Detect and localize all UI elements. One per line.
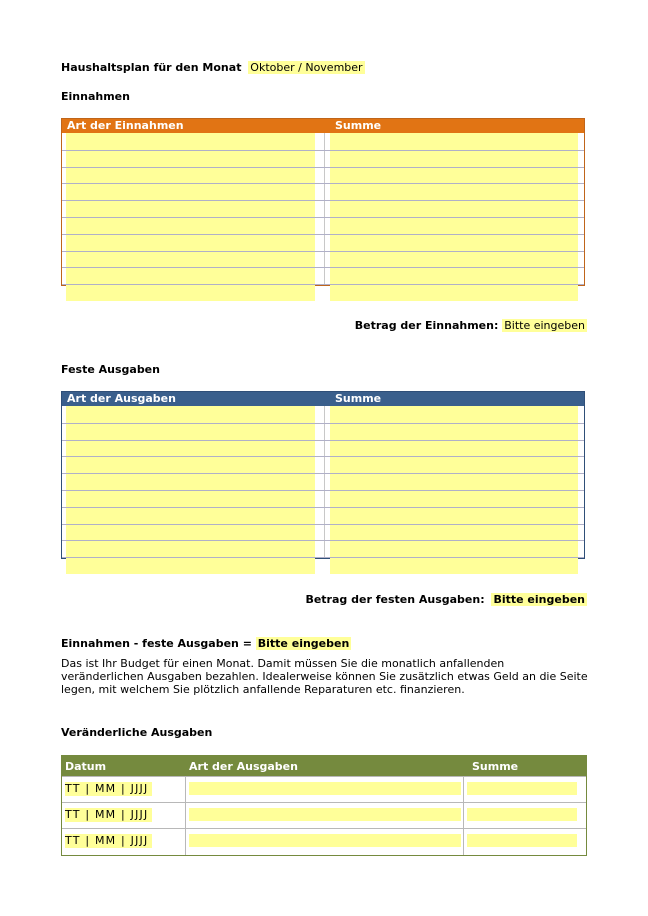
income-heading: Einnahmen (61, 90, 130, 103)
variable-col-date: Datum (65, 760, 107, 773)
sum-input-cell[interactable] (330, 167, 578, 184)
row-divider (62, 183, 584, 184)
sum-input-cell[interactable] (330, 540, 578, 557)
row-divider (62, 251, 584, 252)
type-input-cell[interactable] (66, 507, 315, 524)
type-input-cell[interactable] (66, 251, 315, 268)
variable-col-type: Art der Ausgaben (189, 760, 298, 773)
income-table (61, 118, 585, 286)
row-divider (62, 557, 584, 558)
sum-input-cell[interactable] (467, 782, 577, 795)
type-input-cell[interactable] (66, 167, 315, 184)
table-row (62, 473, 584, 490)
type-input-cell[interactable] (189, 834, 461, 847)
fixed-total-label: Betrag der festen Ausgaben: (305, 593, 485, 606)
date-field[interactable]: TT | MM | JJJJ (65, 782, 152, 796)
sum-input-cell[interactable] (467, 808, 577, 821)
month-field[interactable]: Oktober / November (250, 61, 363, 74)
type-input-cell[interactable] (66, 557, 315, 574)
type-input-cell[interactable] (66, 524, 315, 541)
sum-input-cell[interactable] (330, 183, 578, 200)
sum-input-cell[interactable] (330, 524, 578, 541)
type-input-cell[interactable] (189, 808, 461, 821)
table-row (62, 183, 584, 200)
budget-text (61, 657, 601, 696)
table-row (62, 217, 584, 234)
type-input-cell[interactable] (66, 423, 315, 440)
fixed-col-type: Art der Ausgaben (67, 392, 176, 405)
budget-text-line: legen, mit welchem Sie plötzlich anfallende Reparaturen etc. finanzieren. (61, 683, 465, 696)
sum-input-cell[interactable] (330, 440, 578, 457)
row-divider (62, 284, 584, 285)
income-total-field[interactable]: Bitte eingeben (504, 319, 585, 332)
income-total-label: Betrag der Einnahmen: (354, 319, 499, 332)
row-divider (62, 456, 584, 457)
row-divider (62, 490, 584, 491)
income-table-body (62, 133, 584, 285)
date-field[interactable]: TT | MM | JJJJ (65, 808, 152, 822)
row-divider (62, 200, 584, 201)
sum-input-cell[interactable] (330, 284, 578, 301)
variable-heading: Veränderliche Ausgaben (61, 726, 213, 739)
budget-text-line: Das ist Ihr Budget für einen Monat. Damit müssen Sie die monatlich anfallenden (61, 657, 505, 670)
fixed-heading: Feste Ausgaben (61, 363, 160, 376)
table-row (62, 507, 584, 524)
date-field[interactable]: TT | MM | JJJJ (65, 834, 152, 848)
fixed-total-field[interactable]: Bitte eingeben (493, 593, 585, 606)
sum-input-cell[interactable] (330, 200, 578, 217)
budget-text-line: veränderlichen Ausgaben bezahlen. Idealerweise können Sie zusätzlich etwas Geld an die Seite (61, 670, 588, 683)
sum-input-cell[interactable] (330, 251, 578, 268)
table-row (62, 284, 584, 301)
title-label: Haushaltsplan für den Monat (61, 61, 242, 74)
row-divider (62, 507, 584, 508)
variable-col-sum: Summe (472, 760, 519, 773)
budget-field[interactable]: Bitte eingeben (257, 637, 350, 650)
sum-input-cell[interactable] (330, 423, 578, 440)
income-col-sum: Summe (335, 119, 382, 132)
table-row (62, 776, 586, 803)
page-title (61, 61, 365, 75)
sum-input-cell[interactable] (330, 557, 578, 574)
income-table-header (62, 119, 584, 133)
fixed-col-sum: Summe (335, 392, 382, 405)
type-input-cell[interactable] (66, 267, 315, 284)
table-row (62, 540, 584, 557)
table-row (62, 251, 584, 268)
row-divider (62, 150, 584, 151)
sum-input-cell[interactable] (330, 234, 578, 251)
type-input-cell[interactable] (66, 473, 315, 490)
type-input-cell[interactable] (66, 200, 315, 217)
table-row (62, 456, 584, 473)
row-divider (62, 524, 584, 525)
variable-table (61, 755, 587, 856)
variable-table-header (62, 756, 586, 776)
row-divider (62, 217, 584, 218)
table-row (62, 423, 584, 440)
sum-input-cell[interactable] (330, 456, 578, 473)
table-row (62, 524, 584, 541)
type-input-cell[interactable] (66, 540, 315, 557)
row-divider (62, 423, 584, 424)
table-row (62, 133, 584, 150)
row-divider (62, 267, 584, 268)
budget-formula-label: Einnahmen - feste Ausgaben = (61, 637, 252, 650)
fixed-table-header (62, 392, 584, 406)
sum-input-cell[interactable] (330, 267, 578, 284)
type-input-cell[interactable] (66, 406, 315, 423)
type-input-cell[interactable] (66, 440, 315, 457)
fixed-total (305, 593, 587, 607)
type-input-cell[interactable] (66, 490, 315, 507)
type-input-cell[interactable] (66, 133, 315, 150)
fixed-table-body (62, 406, 584, 558)
row-divider (62, 540, 584, 541)
sum-input-cell[interactable] (330, 150, 578, 167)
table-row (62, 150, 584, 167)
row-divider (62, 167, 584, 168)
fixed-table (61, 391, 585, 559)
table-row (62, 490, 584, 507)
sum-input-cell[interactable] (330, 473, 578, 490)
sum-input-cell[interactable] (330, 217, 578, 234)
type-input-cell[interactable] (66, 183, 315, 200)
income-col-type: Art der Einnahmen (67, 119, 184, 132)
type-input-cell[interactable] (66, 456, 315, 473)
budget-formula (61, 637, 351, 651)
type-input-cell[interactable] (66, 284, 315, 301)
table-row (62, 167, 584, 184)
table-row (62, 440, 584, 457)
type-input-cell[interactable] (66, 150, 315, 167)
type-input-cell[interactable] (189, 782, 461, 795)
table-row (62, 200, 584, 217)
sum-input-cell[interactable] (467, 834, 577, 847)
sum-input-cell[interactable] (330, 406, 578, 423)
table-row (62, 557, 584, 574)
table-row (62, 234, 584, 251)
sum-input-cell[interactable] (330, 507, 578, 524)
income-total (355, 319, 587, 333)
table-row (62, 802, 586, 829)
sum-input-cell[interactable] (330, 490, 578, 507)
row-divider (62, 440, 584, 441)
type-input-cell[interactable] (66, 234, 315, 251)
sum-input-cell[interactable] (330, 133, 578, 150)
type-input-cell[interactable] (66, 217, 315, 234)
row-divider (62, 234, 584, 235)
table-row (62, 267, 584, 284)
table-row (62, 828, 586, 855)
row-divider (62, 473, 584, 474)
table-row (62, 406, 584, 423)
